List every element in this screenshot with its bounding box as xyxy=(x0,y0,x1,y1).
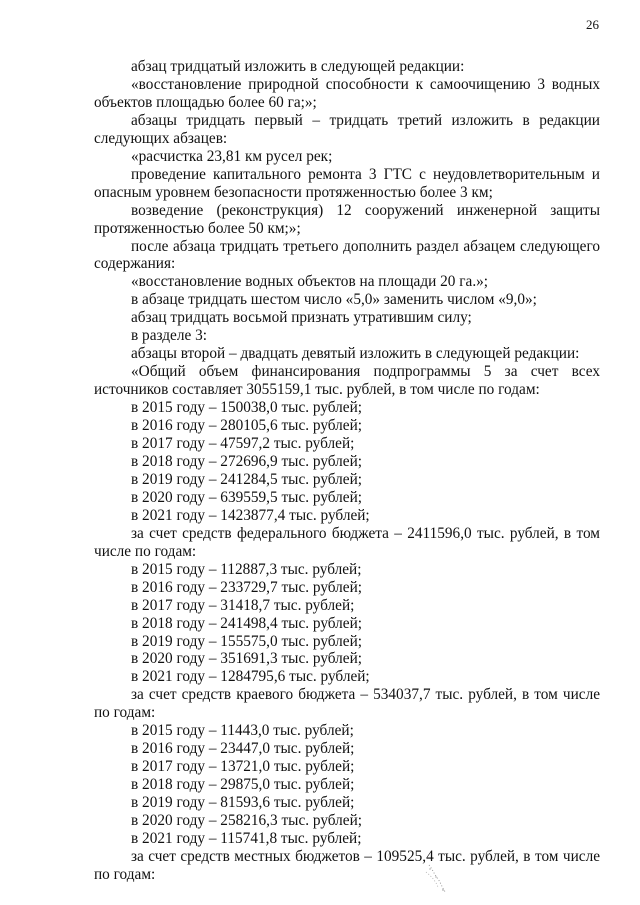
paragraph: за счет средств федерального бюджета – 2411596,0 тыс. рублей, в том числе по годам: xyxy=(94,524,600,560)
paragraph: в разделе 3: xyxy=(131,327,207,345)
year-line: в 2016 году – 280105,6 тыс. рублей; xyxy=(131,417,363,435)
paragraph: абзацы тридцать первый – тридцать третий изложить в редакции следующих абзацев: xyxy=(94,111,600,147)
page-number: 26 xyxy=(586,17,599,32)
year-line: в 2018 году – 241498,4 тыс. рублей; xyxy=(131,614,363,632)
year-line: в 2021 году – 1284795,6 тыс. рублей; xyxy=(131,668,370,686)
year-line: в 2021 году – 115741,8 тыс. рублей; xyxy=(131,829,362,847)
document-body xyxy=(94,58,600,884)
year-line: в 2017 году – 31418,7 тыс. рублей; xyxy=(131,596,355,614)
paragraph: абзацы второй – двадцать девятый изложить в следующей редакции: xyxy=(131,345,580,363)
year-line: в 2020 году – 639559,5 тыс. рублей; xyxy=(131,488,363,506)
year-line: в 2021 году – 1423877,4 тыс. рублей; xyxy=(131,506,370,524)
year-line: в 2020 году – 351691,3 тыс. рублей; xyxy=(131,650,363,668)
year-line: в 2019 году – 155575,0 тыс. рублей; xyxy=(131,632,363,650)
year-line: в 2018 году – 29875,0 тыс. рублей; xyxy=(131,776,355,794)
scan-speck-mark xyxy=(421,862,451,896)
paragraph: за счет средств краевого бюджета – 534037,7 тыс. рублей, в том числе по годам: xyxy=(94,686,600,722)
paragraph: после абзаца тридцать третьего дополнить раздел абзацем следующего содержания: xyxy=(94,237,600,273)
year-line: в 2017 году – 13721,0 тыс. рублей; xyxy=(131,758,355,776)
paragraph: в абзаце тридцать шестом число «5,0» заменить числом «9,0»; xyxy=(131,291,537,309)
year-line: в 2015 году – 112887,3 тыс. рублей; xyxy=(131,560,362,578)
year-line: в 2015 году – 150038,0 тыс. рублей; xyxy=(131,399,363,417)
year-line: в 2018 году – 272696,9 тыс. рублей; xyxy=(131,452,363,470)
paragraph: абзац тридцатый изложить в следующей редакции: xyxy=(131,58,465,75)
year-line: в 2016 году – 23447,0 тыс. рублей; xyxy=(131,740,355,758)
paragraph: «восстановление водных объектов на площади 20 га.»; xyxy=(131,273,489,291)
paragraph: «восстановление природной способности к самоочищению 3 водных объектов площадью более 60 га;»; xyxy=(94,75,600,111)
year-line: в 2019 году – 241284,5 тыс. рублей; xyxy=(131,470,363,488)
year-line: в 2020 году – 258216,3 тыс. рублей; xyxy=(131,812,363,830)
paragraph: за счет средств местных бюджетов – 109525,4 тыс. рублей, в том числе по годам: xyxy=(94,847,600,883)
paragraph: абзац тридцать восьмой признать утратившим силу; xyxy=(131,309,472,327)
year-line: в 2017 году – 47597,2 тыс. рублей; xyxy=(131,435,355,453)
paragraph: проведение капитального ремонта 3 ГТС с неудовлетворительным и опасным уровнем безопасности протяженностью более 3 км; xyxy=(94,165,600,201)
year-line: в 2016 году – 233729,7 тыс. рублей; xyxy=(131,578,363,596)
paragraph: «Общий объем финансирования подпрограммы 5 за счет всех источников составляет 3055159,1 тыс. рублей, в том числе по годам: xyxy=(94,363,600,399)
paragraph: возведение (реконструкция) 12 сооружений инженерной защиты протяженностью более 50 км;»; xyxy=(94,201,600,237)
year-line: в 2015 году – 11443,0 тыс. рублей; xyxy=(131,722,354,740)
year-line: в 2019 году – 81593,6 тыс. рублей; xyxy=(131,794,355,812)
paragraph: «расчистка 23,81 км русел рек; xyxy=(131,147,333,165)
